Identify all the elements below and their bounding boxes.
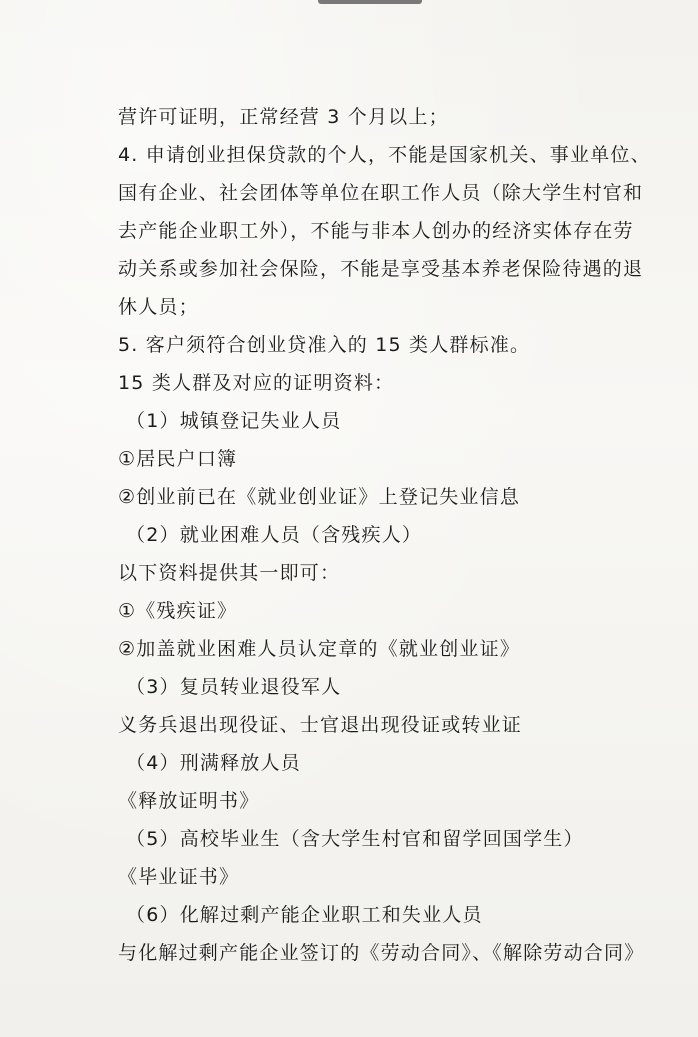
- category-3-doc: 义务兵退出现役证、士官退出现役证或转业证: [118, 714, 523, 736]
- category-1-doc-1: ①居民户口簿: [118, 448, 238, 470]
- text-line-continuation: 营许可证明，正常经营 3 个月以上；: [118, 106, 449, 128]
- category-5-doc: 《毕业证书》: [118, 866, 240, 888]
- document-body: [118, 98, 678, 972]
- category-5-heading: （5）高校毕业生（含大学生村官和留学回国学生）: [126, 828, 584, 850]
- section-heading: 15 类人群及对应的证明资料：: [118, 372, 395, 394]
- text-line-item-5: 5. 客户须符合创业贷准入的 15 类人群标准。: [118, 334, 531, 356]
- category-2-doc-1: ①《残疾证》: [118, 600, 238, 622]
- category-1-heading: （1）城镇登记失业人员: [126, 410, 342, 432]
- category-2-heading: （2）就业困难人员（含残疾人）: [126, 524, 423, 546]
- text-line: 去产能企业职工外），不能与非本人创办的经济实体存在劳: [118, 220, 634, 242]
- category-1-doc-2: ②创业前已在《就业创业证》上登记失业信息: [118, 486, 521, 508]
- category-6-doc: 与化解过剩产能企业签订的《劳动合同》、《解除劳动合同》: [118, 942, 645, 964]
- category-2-note: 以下资料提供其一即可：: [118, 562, 341, 584]
- text-line: 国有企业、社会团体等单位在职工作人员（除大学生村官和: [118, 182, 644, 204]
- text-line: 休人员；: [118, 296, 199, 318]
- binding-mark: [318, 0, 422, 4]
- category-4-doc: 《释放证明书》: [118, 790, 260, 812]
- text-line-item-4: 4. 申请创业担保贷款的个人，不能是国家机关、事业单位、: [118, 144, 651, 166]
- category-4-heading: （4）刑满释放人员: [126, 752, 301, 774]
- category-3-heading: （3）复员转业退役军人: [126, 676, 342, 698]
- text-line: 动关系或参加社会保险，不能是享受基本养老保险待遇的退: [118, 258, 644, 280]
- category-6-heading: （6）化解过剩产能企业职工和失业人员: [126, 904, 483, 926]
- category-2-doc-2: ②加盖就业困难人员认定章的《就业创业证》: [118, 638, 521, 660]
